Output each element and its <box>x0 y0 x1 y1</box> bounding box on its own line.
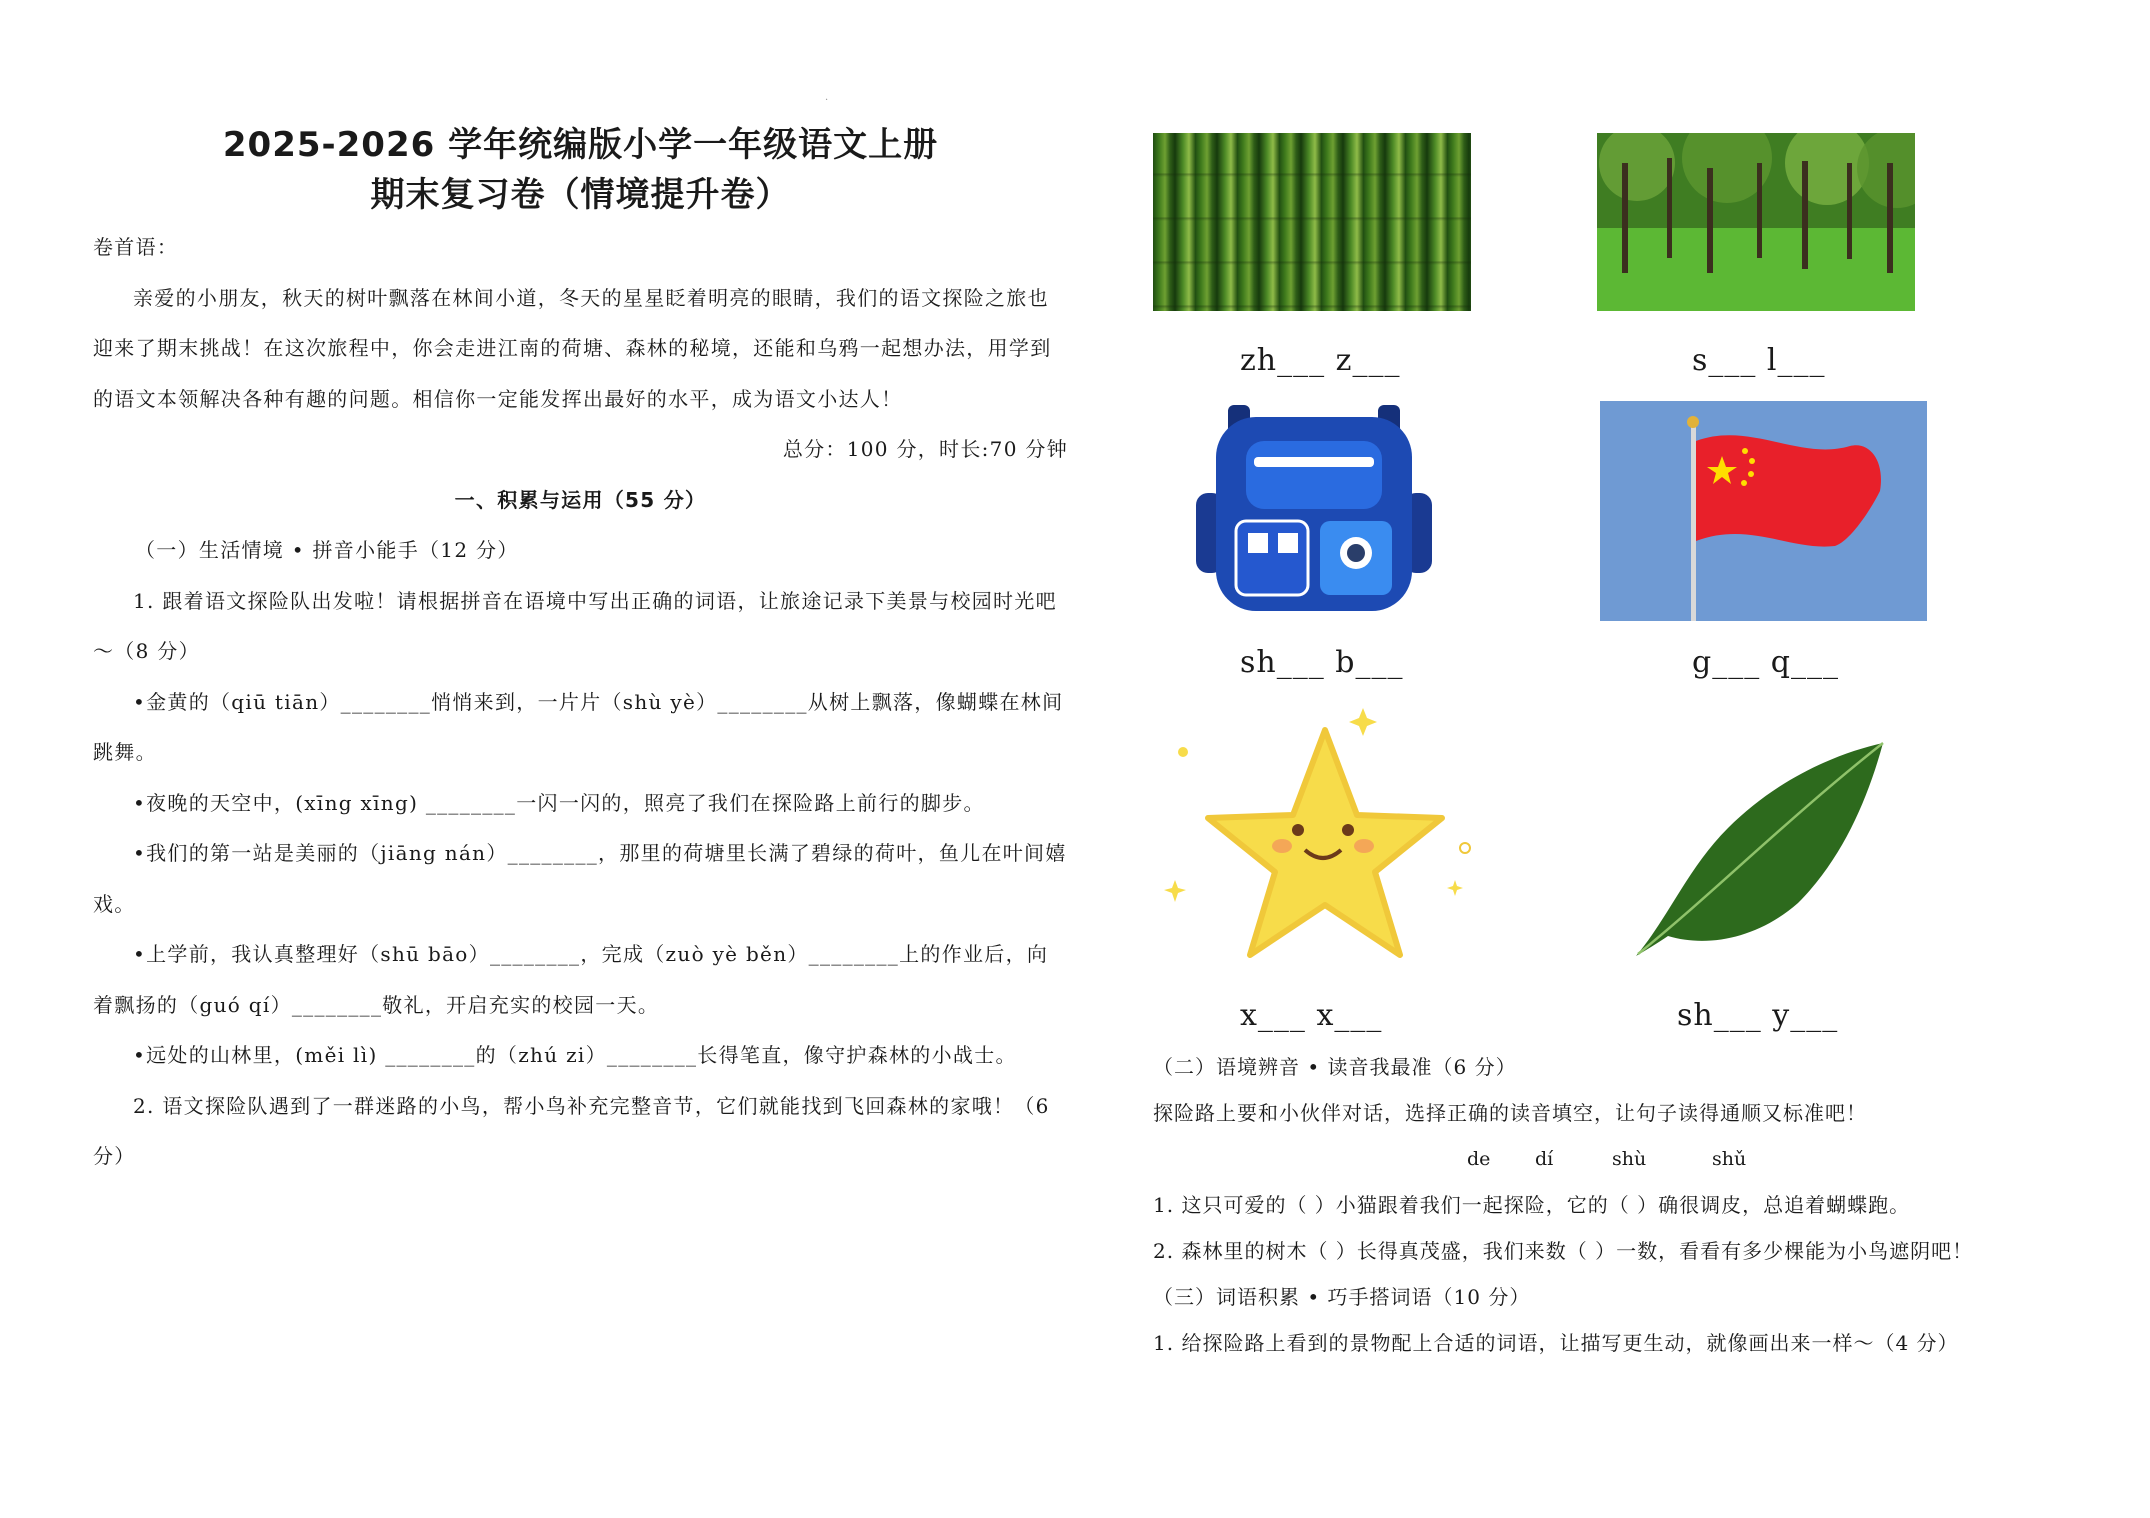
q1-item-3: •我们的第一站是美丽的（jiāng nán）________，那里的荷塘里长满了碧绿的荷叶，鱼儿在叶间嬉戏。 <box>93 841 1067 916</box>
q1-item-5: •远处的山林里，(měi lì) ________的（zhú zi）________长得笔直，像守护森林的小战士。 <box>133 1043 1017 1067</box>
q1-text: 1. 跟着语文探险队出发啦！请根据拼音在语境中写出正确的词语，让旅途记录下美景与校园时光吧～（8 分） <box>93 588 1057 663</box>
label-leaf: sh___ y___ <box>1677 998 1839 1033</box>
leaf-image <box>1628 738 1893 963</box>
forest-image <box>1597 133 1915 311</box>
title-line-1: 2025-2026 学年统编版小学一年级语文上册 <box>222 125 939 165</box>
pinyin-option-4: shǔ <box>1712 1148 1747 1170</box>
sub3-item-1: 1. 给探险路上看到的景物配上合适的词语，让描写更生动，就像画出来一样～（4 分） <box>1153 1331 1959 1355</box>
pinyin-option-3: shù <box>1612 1148 1647 1170</box>
q1-item-1: •金黄的（qiū tiān）________悄悄来到，一片片（shù yè）________从树上飘落，像蝴蝶在林间跳舞。 <box>93 689 1064 764</box>
q1-item-4: •上学前，我认真整理好（shū bāo）________，完成（zuò yè běn）________上的作业后，向着飘扬的（guó qí）________敬礼，开启充实的校园一天。 <box>93 942 1049 1017</box>
preface-text: 亲爱的小朋友，秋天的树叶飘落在林间小道，冬天的星星眨着明亮的眼睛，我们的语文探险之旅也迎来了期末挑战！在这次旅程中，你会走进江南的荷塘、森林的秘境，还能和乌鸦一起想办法，用学到的语文本领解决各种有趣的问题。相信你一定能发挥出最好的水平，成为语文小达人！ <box>93 285 1052 411</box>
score-info: 总分：100 分，时长:70 分钟 <box>782 437 1068 461</box>
sub3-heading: （三）词语积累 • 巧手搭词语（10 分） <box>1153 1285 1531 1309</box>
label-bamboo: zh___ z___ <box>1240 343 1401 378</box>
label-flag: g___ q___ <box>1692 645 1839 680</box>
header-dot: · <box>825 95 829 106</box>
bamboo-image <box>1153 133 1471 311</box>
backpack-image <box>1188 403 1440 615</box>
sub2-item-1: 1. 这只可爱的（ ）小猫跟着我们一起探险，它的（ ）确很调皮，总追着蝴蝶跑。 <box>1153 1193 1911 1217</box>
title-line-2: 期末复习卷（情境提升卷） <box>370 175 791 215</box>
pinyin-option-2: dí <box>1535 1148 1554 1170</box>
sub2-intro: 探险路上要和小伙伴对话，选择正确的读音填空，让句子读得通顺又标准吧！ <box>1153 1101 1867 1125</box>
sub1-heading: （一）生活情境 • 拼音小能手（12 分） <box>135 538 519 562</box>
pinyin-option-1: de <box>1467 1148 1491 1170</box>
sub2-heading: （二）语境辨音 • 读音我最准（6 分） <box>1153 1055 1517 1079</box>
star-image <box>1160 700 1490 975</box>
label-star: x___ x___ <box>1240 998 1383 1033</box>
part1-heading: 一、积累与运用（55 分） <box>454 487 707 512</box>
label-backpack: sh___ b___ <box>1240 645 1404 680</box>
q1-item-2: •夜晚的天空中，(xīng xīng) ________一闪一闪的，照亮了我们在探险路上前行的脚步。 <box>133 790 985 815</box>
left-column <box>93 120 1068 1182</box>
flag-image <box>1600 401 1927 621</box>
label-forest: s___ l___ <box>1692 343 1826 378</box>
sub2-item-2: 2. 森林里的树木（ ）长得真茂盛，我们来数（ ）一数，看看有多少棵能为小鸟遮阴吧！ <box>1153 1239 1974 1263</box>
preface-label: 卷首语： <box>93 235 179 259</box>
q2-text: 2. 语文探险队遇到了一群迷路的小鸟，帮小鸟补充完整音节，它们就能找到飞回森林的家哦！（6 分） <box>93 1093 1050 1168</box>
